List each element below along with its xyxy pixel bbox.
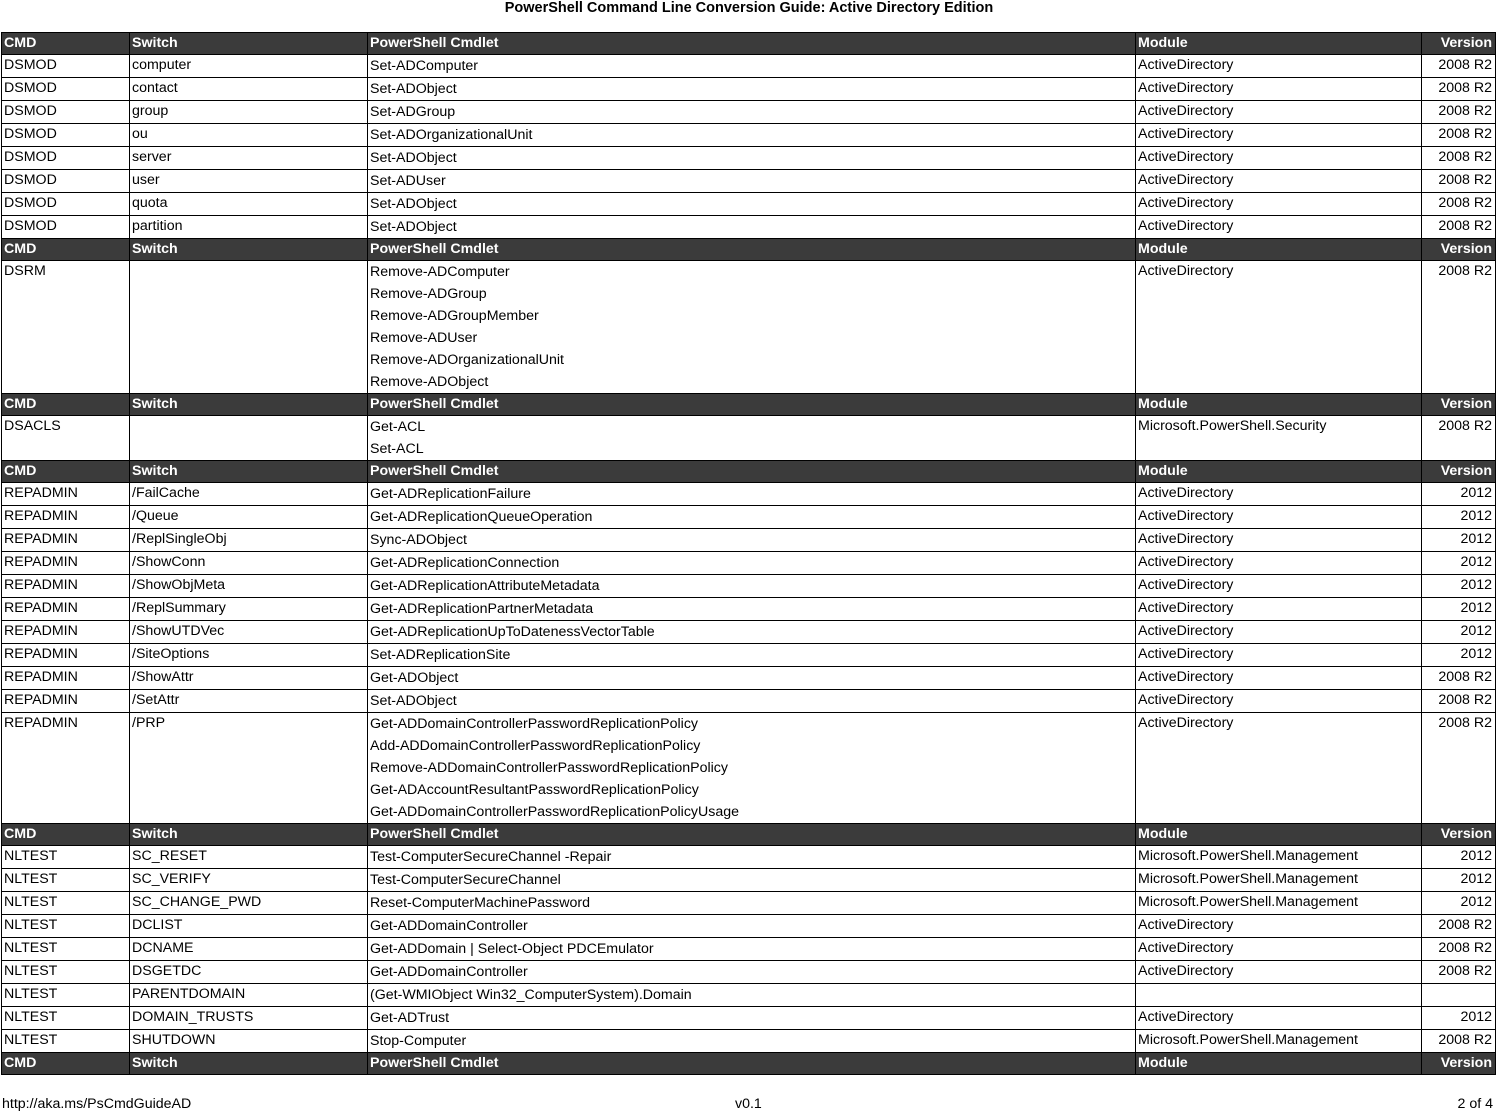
cmdlet-line: Set-ADUser: [370, 173, 446, 189]
version-cell: 2012: [1422, 575, 1496, 598]
table-row: [2, 961, 1496, 984]
cmd-cell: DSMOD: [2, 170, 130, 193]
module-cell: ActiveDirectory: [1136, 621, 1422, 644]
cmdlet-line: Set-ADObject: [370, 196, 457, 212]
header-cmdlet: PowerShell Cmdlet: [368, 461, 1136, 483]
cmdlet-cell: [368, 984, 1136, 1007]
cmdlet-cell: [368, 261, 1136, 394]
header-switch: Switch: [130, 1053, 368, 1075]
cmdlet-line: Remove-ADOrganizationalUnit: [370, 352, 564, 368]
version-cell: 2008 R2: [1422, 170, 1496, 193]
cmd-cell: REPADMIN: [2, 552, 130, 575]
cmd-cell: DSMOD: [2, 124, 130, 147]
header-cmd: CMD: [2, 1053, 130, 1075]
version-cell: 2012: [1422, 529, 1496, 552]
header-module: Module: [1136, 824, 1422, 846]
table-row: [2, 101, 1496, 124]
module-cell: ActiveDirectory: [1136, 961, 1422, 984]
cmd-cell: NLTEST: [2, 915, 130, 938]
version-cell: 2012: [1422, 644, 1496, 667]
version-cell: 2012: [1422, 506, 1496, 529]
header-module: Module: [1136, 33, 1422, 55]
cmd-cell: DSACLS: [2, 416, 130, 461]
table-header-row: [2, 461, 1496, 483]
header-cmd: CMD: [2, 239, 130, 261]
header-switch: Switch: [130, 239, 368, 261]
header-switch: Switch: [130, 394, 368, 416]
header-cmd: CMD: [2, 394, 130, 416]
cmdlet-line: Get-ADReplicationQueueOperation: [370, 509, 593, 525]
module-cell: ActiveDirectory: [1136, 713, 1422, 824]
module-cell: ActiveDirectory: [1136, 915, 1422, 938]
table-row: [2, 644, 1496, 667]
cmdlet-line: Set-ADOrganizationalUnit: [370, 127, 533, 143]
cmdlet-line: Get-ADReplicationAttributeMetadata: [370, 578, 600, 594]
switch-cell: contact: [130, 78, 368, 101]
table-row: [2, 1007, 1496, 1030]
table-header-row: [2, 1053, 1496, 1075]
header-module: Module: [1136, 239, 1422, 261]
table-row: [2, 575, 1496, 598]
version-cell: 2008 R2: [1422, 78, 1496, 101]
table-row: [2, 621, 1496, 644]
version-cell: 2012: [1422, 483, 1496, 506]
table-row: [2, 529, 1496, 552]
switch-cell: server: [130, 147, 368, 170]
header-cmd: CMD: [2, 461, 130, 483]
switch-cell: /ReplSingleObj: [130, 529, 368, 552]
version-cell: 2012: [1422, 598, 1496, 621]
cmdlet-cell: [368, 713, 1136, 824]
cmdlet-line: Set-ADReplicationSite: [370, 647, 511, 663]
table-row: [2, 869, 1496, 892]
switch-cell: /Queue: [130, 506, 368, 529]
cmdlet-cell: [368, 483, 1136, 506]
version-cell: 2012: [1422, 869, 1496, 892]
cmd-cell: NLTEST: [2, 1007, 130, 1030]
version-cell: 2012: [1422, 621, 1496, 644]
version-cell: 2008 R2: [1422, 713, 1496, 824]
cmdlet-cell: [368, 101, 1136, 124]
cmdlet-line: Get-ADTrust: [370, 1010, 450, 1026]
switch-cell: PARENTDOMAIN: [130, 984, 368, 1007]
cmd-cell: NLTEST: [2, 984, 130, 1007]
switch-cell: ou: [130, 124, 368, 147]
switch-cell: [130, 416, 368, 461]
table-row: [2, 915, 1496, 938]
cmd-cell: NLTEST: [2, 1030, 130, 1053]
module-cell: [1136, 984, 1422, 1007]
page-title: PowerShell Command Line Conversion Guide: Active Directory Edition: [504, 0, 994, 16]
cmdlet-line: Set-ADObject: [370, 693, 457, 709]
header-version: Version: [1422, 461, 1496, 483]
version-cell: 2008 R2: [1422, 915, 1496, 938]
cmdlet-line: Remove-ADDomainControllerPasswordReplicationPolicy: [370, 760, 728, 776]
cmd-cell: NLTEST: [2, 892, 130, 915]
cmdlet-line: Get-ADDomain | Select-Object PDCEmulator: [370, 941, 654, 957]
version-cell: [1422, 984, 1496, 1007]
cmdlet-cell: [368, 124, 1136, 147]
table-row: [2, 216, 1496, 239]
header-version: Version: [1422, 824, 1496, 846]
header-cmd: CMD: [2, 824, 130, 846]
cmdlet-line: Remove-ADUser: [370, 330, 478, 346]
module-cell: ActiveDirectory: [1136, 506, 1422, 529]
cmd-cell: REPADMIN: [2, 621, 130, 644]
version-cell: 2012: [1422, 1007, 1496, 1030]
header-cmdlet: PowerShell Cmdlet: [368, 1053, 1136, 1075]
module-cell: ActiveDirectory: [1136, 598, 1422, 621]
table-row: [2, 147, 1496, 170]
cmdlet-line: Get-ADReplicationUpToDatenessVectorTable: [370, 624, 655, 640]
cmdlet-line: Remove-ADComputer: [370, 264, 510, 280]
switch-cell: user: [130, 170, 368, 193]
header-switch: Switch: [130, 824, 368, 846]
cmdlet-line: Sync-ADObject: [370, 532, 467, 548]
cmdlet-cell: [368, 915, 1136, 938]
cmd-cell: DSMOD: [2, 193, 130, 216]
cmd-cell: REPADMIN: [2, 575, 130, 598]
cmd-cell: REPADMIN: [2, 483, 130, 506]
module-cell: ActiveDirectory: [1136, 147, 1422, 170]
table-row: [2, 846, 1496, 869]
version-cell: 2008 R2: [1422, 216, 1496, 239]
cmdlet-cell: [368, 869, 1136, 892]
cmdlet-cell: [368, 193, 1136, 216]
module-cell: ActiveDirectory: [1136, 667, 1422, 690]
switch-cell: SHUTDOWN: [130, 1030, 368, 1053]
cmdlet-line: Set-ADObject: [370, 150, 457, 166]
cmdlet-cell: [368, 147, 1136, 170]
cmdlet-line: Set-ADObject: [370, 219, 457, 235]
module-cell: ActiveDirectory: [1136, 690, 1422, 713]
cmdlet-cell: [368, 598, 1136, 621]
header-version: Version: [1422, 1053, 1496, 1075]
cmd-cell: DSMOD: [2, 101, 130, 124]
cmd-cell: NLTEST: [2, 869, 130, 892]
conversion-table: [1, 32, 1496, 1075]
version-cell: 2008 R2: [1422, 124, 1496, 147]
cmdlet-cell: [368, 846, 1136, 869]
switch-cell: /FailCache: [130, 483, 368, 506]
cmdlet-cell: [368, 892, 1136, 915]
cmdlet-cell: [368, 216, 1136, 239]
cmd-cell: DSMOD: [2, 55, 130, 78]
cmdlet-cell: [368, 55, 1136, 78]
cmdlet-line: Set-ADObject: [370, 81, 457, 97]
table-header-row: [2, 33, 1496, 55]
cmdlet-cell: [368, 552, 1136, 575]
cmdlet-line: Set-ADGroup: [370, 104, 456, 120]
module-cell: ActiveDirectory: [1136, 575, 1422, 598]
module-cell: ActiveDirectory: [1136, 55, 1422, 78]
switch-cell: DCNAME: [130, 938, 368, 961]
module-cell: ActiveDirectory: [1136, 1007, 1422, 1030]
table-row: [2, 416, 1496, 461]
cmdlet-line: Get-ACL: [370, 419, 426, 435]
conversion-table-body: [2, 33, 1496, 1075]
module-cell: ActiveDirectory: [1136, 193, 1422, 216]
cmdlet-line: Get-ADReplicationConnection: [370, 555, 560, 571]
module-cell: ActiveDirectory: [1136, 101, 1422, 124]
table-header-row: [2, 394, 1496, 416]
version-cell: 2008 R2: [1422, 55, 1496, 78]
cmdlet-cell: [368, 961, 1136, 984]
version-cell: 2012: [1422, 552, 1496, 575]
table-row: [2, 55, 1496, 78]
table-row: [2, 667, 1496, 690]
switch-cell: /ShowObjMeta: [130, 575, 368, 598]
switch-cell: /ShowUTDVec: [130, 621, 368, 644]
table-row: [2, 984, 1496, 1007]
cmdlet-cell: [368, 506, 1136, 529]
header-cmd: CMD: [2, 33, 130, 55]
cmdlet-cell: [368, 1030, 1136, 1053]
module-cell: ActiveDirectory: [1136, 483, 1422, 506]
cmdlet-line: Set-ACL: [370, 441, 424, 457]
module-cell: ActiveDirectory: [1136, 552, 1422, 575]
cmdlet-line: Get-ADAccountResultantPasswordReplicationPolicy: [370, 782, 699, 798]
header-version: Version: [1422, 394, 1496, 416]
cmdlet-line: Remove-ADObject: [370, 374, 489, 390]
table-row: [2, 690, 1496, 713]
table-row: [2, 261, 1496, 394]
cmdlet-cell: [368, 170, 1136, 193]
footer-version: v0.1: [735, 1096, 762, 1112]
footer-url: http://aka.ms/PsCmdGuideAD: [2, 1096, 192, 1112]
cmdlet-cell: [368, 690, 1136, 713]
table-row: [2, 938, 1496, 961]
cmdlet-cell: [368, 416, 1136, 461]
version-cell: 2008 R2: [1422, 193, 1496, 216]
version-cell: 2008 R2: [1422, 416, 1496, 461]
table-row: [2, 483, 1496, 506]
cmdlet-line: Get-ADDomainControllerPasswordReplicationPolicy: [370, 716, 699, 732]
cmdlet-line: Stop-Computer: [370, 1033, 467, 1049]
table-header-row: [2, 239, 1496, 261]
table-row: [2, 170, 1496, 193]
switch-cell: DCLIST: [130, 915, 368, 938]
table-row: [2, 78, 1496, 101]
switch-cell: [130, 261, 368, 394]
version-cell: 2012: [1422, 892, 1496, 915]
module-cell: ActiveDirectory: [1136, 170, 1422, 193]
switch-cell: /PRP: [130, 713, 368, 824]
cmd-cell: DSMOD: [2, 78, 130, 101]
version-cell: 2008 R2: [1422, 261, 1496, 394]
table-row: [2, 1030, 1496, 1053]
module-cell: ActiveDirectory: [1136, 124, 1422, 147]
cmd-cell: REPADMIN: [2, 506, 130, 529]
switch-cell: /ShowAttr: [130, 667, 368, 690]
module-cell: ActiveDirectory: [1136, 938, 1422, 961]
cmdlet-line: Get-ADReplicationPartnerMetadata: [370, 601, 594, 617]
cmdlet-line: Get-ADDomainController: [370, 964, 528, 980]
table-header-row: [2, 824, 1496, 846]
module-cell: Microsoft.PowerShell.Security: [1136, 416, 1422, 461]
switch-cell: DSGETDC: [130, 961, 368, 984]
cmd-cell: NLTEST: [2, 846, 130, 869]
cmdlet-line: Remove-ADGroupMember: [370, 308, 539, 324]
footer-page-number: 2 of 4: [1457, 1096, 1493, 1112]
module-cell: Microsoft.PowerShell.Management: [1136, 892, 1422, 915]
module-cell: Microsoft.PowerShell.Management: [1136, 1030, 1422, 1053]
switch-cell: partition: [130, 216, 368, 239]
cmdlet-cell: [368, 1007, 1136, 1030]
cmd-cell: REPADMIN: [2, 598, 130, 621]
header-switch: Switch: [130, 461, 368, 483]
cmdlet-cell: [368, 78, 1136, 101]
header-module: Module: [1136, 394, 1422, 416]
switch-cell: /ReplSummary: [130, 598, 368, 621]
switch-cell: SC_RESET: [130, 846, 368, 869]
table-row: [2, 892, 1496, 915]
cmd-cell: REPADMIN: [2, 690, 130, 713]
cmd-cell: REPADMIN: [2, 713, 130, 824]
cmdlet-line: Test-ComputerSecureChannel -Repair: [370, 849, 612, 865]
switch-cell: computer: [130, 55, 368, 78]
cmdlet-line: Get-ADObject: [370, 670, 459, 686]
table-row: [2, 598, 1496, 621]
cmdlet-line: Get-ADReplicationFailure: [370, 486, 531, 502]
header-cmdlet: PowerShell Cmdlet: [368, 33, 1136, 55]
version-cell: 2012: [1422, 846, 1496, 869]
cmd-cell: DSRM: [2, 261, 130, 394]
table-row: [2, 193, 1496, 216]
cmdlet-cell: [368, 575, 1136, 598]
module-cell: ActiveDirectory: [1136, 644, 1422, 667]
header-module: Module: [1136, 461, 1422, 483]
switch-cell: /SiteOptions: [130, 644, 368, 667]
version-cell: 2008 R2: [1422, 1030, 1496, 1053]
cmdlet-cell: [368, 529, 1136, 552]
cmdlet-cell: [368, 621, 1136, 644]
header-cmdlet: PowerShell Cmdlet: [368, 824, 1136, 846]
cmdlet-line: (Get-WMIObject Win32_ComputerSystem).Domain: [370, 987, 692, 1003]
cmd-cell: REPADMIN: [2, 667, 130, 690]
switch-cell: SC_VERIFY: [130, 869, 368, 892]
cmdlet-line: Get-ADDomainController: [370, 918, 528, 934]
table-row: [2, 552, 1496, 575]
module-cell: ActiveDirectory: [1136, 216, 1422, 239]
version-cell: 2008 R2: [1422, 667, 1496, 690]
cmd-cell: REPADMIN: [2, 644, 130, 667]
switch-cell: DOMAIN_TRUSTS: [130, 1007, 368, 1030]
version-cell: 2008 R2: [1422, 690, 1496, 713]
version-cell: 2008 R2: [1422, 961, 1496, 984]
header-version: Version: [1422, 33, 1496, 55]
switch-cell: /ShowConn: [130, 552, 368, 575]
cmdlet-cell: [368, 938, 1136, 961]
cmdlet-line: Test-ComputerSecureChannel: [370, 872, 561, 888]
header-version: Version: [1422, 239, 1496, 261]
header-cmdlet: PowerShell Cmdlet: [368, 394, 1136, 416]
version-cell: 2008 R2: [1422, 938, 1496, 961]
header-switch: Switch: [130, 33, 368, 55]
version-cell: 2008 R2: [1422, 101, 1496, 124]
cmd-cell: NLTEST: [2, 961, 130, 984]
cmdlet-line: Set-ADComputer: [370, 58, 479, 74]
module-cell: Microsoft.PowerShell.Management: [1136, 846, 1422, 869]
cmd-cell: NLTEST: [2, 938, 130, 961]
cmdlet-line: Add-ADDomainControllerPasswordReplicationPolicy: [370, 738, 701, 754]
module-cell: ActiveDirectory: [1136, 529, 1422, 552]
cmdlet-line: Get-ADDomainControllerPasswordReplicationPolicyUsage: [370, 804, 740, 820]
cmd-cell: DSMOD: [2, 216, 130, 239]
header-module: Module: [1136, 1053, 1422, 1075]
cmdlet-line: Remove-ADGroup: [370, 286, 487, 302]
table-row: [2, 713, 1496, 824]
page-footer: [0, 1096, 1498, 1114]
cmdlet-cell: [368, 667, 1136, 690]
cmd-cell: DSMOD: [2, 147, 130, 170]
switch-cell: quota: [130, 193, 368, 216]
switch-cell: SC_CHANGE_PWD: [130, 892, 368, 915]
switch-cell: /SetAttr: [130, 690, 368, 713]
version-cell: 2008 R2: [1422, 147, 1496, 170]
module-cell: ActiveDirectory: [1136, 261, 1422, 394]
switch-cell: group: [130, 101, 368, 124]
cmdlet-line: Reset-ComputerMachinePassword: [370, 895, 590, 911]
module-cell: Microsoft.PowerShell.Management: [1136, 869, 1422, 892]
cmdlet-cell: [368, 644, 1136, 667]
module-cell: ActiveDirectory: [1136, 78, 1422, 101]
header-cmdlet: PowerShell Cmdlet: [368, 239, 1136, 261]
table-row: [2, 124, 1496, 147]
cmd-cell: REPADMIN: [2, 529, 130, 552]
table-row: [2, 506, 1496, 529]
